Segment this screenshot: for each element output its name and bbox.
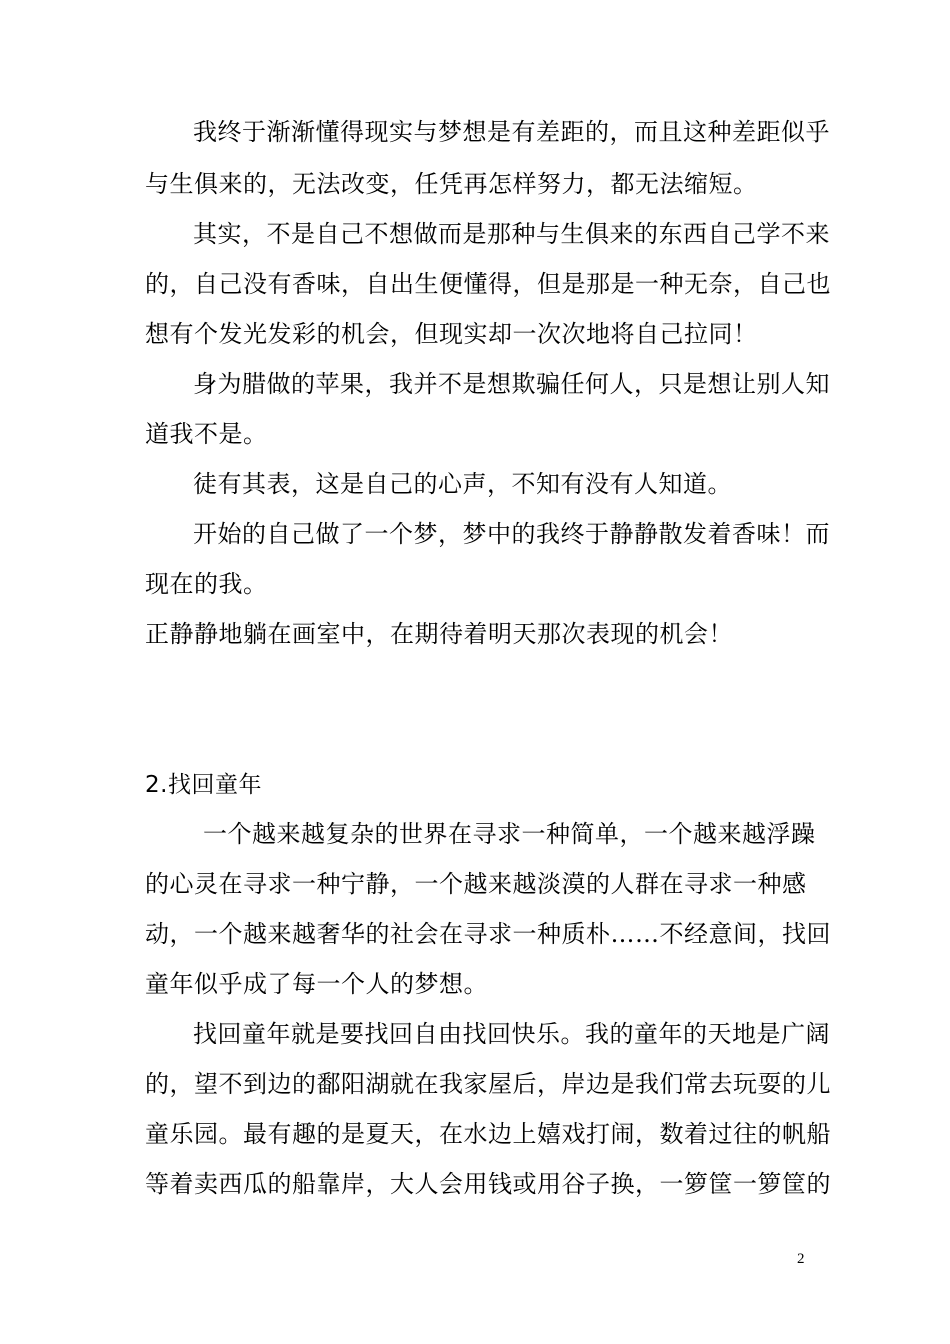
paragraph-line: 动，一个越来越奢华的社会在寻求一种质朴……不经意间，找回 (145, 920, 831, 948)
paragraph-line: 的，望不到边的鄱阳湖就在我家屋后，岸边是我们常去玩耍的儿 (145, 1070, 831, 1098)
paragraph-line: 的心灵在寻求一种宁静，一个越来越淡漠的人群在寻求一种感 (145, 870, 807, 898)
paragraph-line: 身为腊做的苹果，我并不是想欺骗任何人，只是想让别人知 (193, 370, 830, 398)
section-heading: 2.找回童年 (145, 772, 262, 798)
paragraph-line: 开始的自己做了一个梦，梦中的我终于静静散发着香味！而 (193, 520, 830, 548)
paragraph-line: 道我不是。 (145, 420, 268, 448)
page-number: 2 (797, 1251, 805, 1267)
paragraph-line: 徒有其表，这是自己的心声，不知有没有人知道。 (193, 470, 732, 498)
paragraph-line: 正静静地躺在画室中，在期待着明天那次表现的机会！ (145, 620, 733, 648)
paragraph-line: 现在的我。 (145, 570, 268, 598)
paragraph-line: 童年似乎成了每一个人的梦想。 (145, 970, 488, 998)
paragraph-line: 我终于渐渐懂得现实与梦想是有差距的，而且这种差距似乎 (193, 118, 830, 146)
paragraph-line: 的，自己没有香味，自出生便懂得，但是那是一种无奈，自己也 (145, 270, 831, 298)
paragraph-line: 等着卖西瓜的船靠岸，大人会用钱或用谷子换，一箩筐一箩筐的 (145, 1170, 831, 1198)
paragraph-line: 一个越来越复杂的世界在寻求一种简单，一个越来越浮躁 (203, 820, 816, 848)
paragraph-line: 想有个发光发彩的机会，但现实却一次次地将自己拉同！ (145, 320, 758, 348)
paragraph-line: 其实，不是自己不想做而是那种与生俱来的东西自己学不来 (193, 220, 830, 248)
paragraph-line: 找回童年就是要找回自由找回快乐。我的童年的天地是广阔 (193, 1020, 830, 1048)
paragraph-line: 童乐园。最有趣的是夏天，在水边上嬉戏打闹，数着过往的帆船 (145, 1120, 831, 1148)
paragraph-line: 与生俱来的，无法改变，任凭再怎样努力，都无法缩短。 (145, 170, 758, 198)
